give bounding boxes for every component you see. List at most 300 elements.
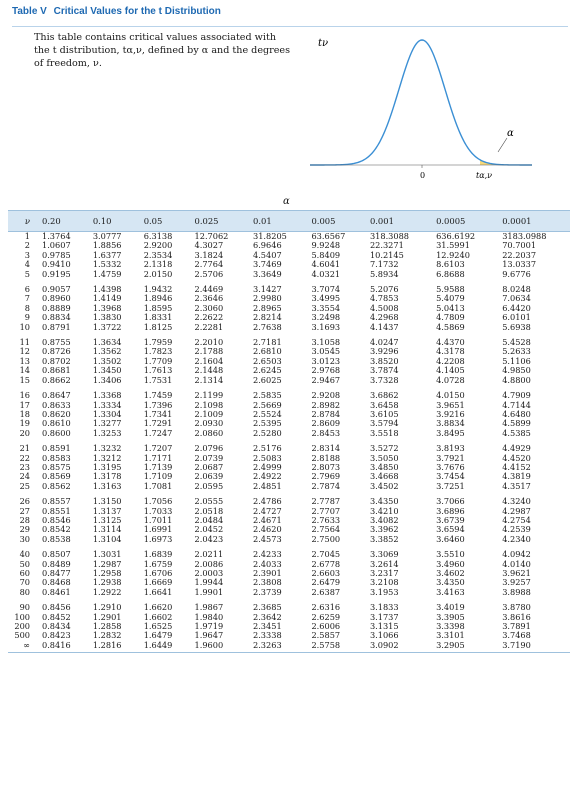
degrees-of-freedom-cell: 25 (19, 480, 30, 491)
critical-value-cell: 3.5510 (436, 549, 465, 560)
table-row (8, 482, 570, 491)
degrees-of-freedom-cell: 9 (24, 312, 30, 323)
critical-value-cell: 4.4929 (502, 443, 531, 454)
critical-value-cell: 0.8702 (42, 355, 71, 366)
critical-value-cell: 2.7764 (194, 259, 224, 270)
critical-value-cell: 4.2968 (369, 312, 399, 323)
critical-value-cell: 1.7291 (143, 418, 173, 429)
critical-value-cell: 1.9840 (194, 611, 224, 622)
critical-value-cell: 2.6479 (311, 577, 341, 588)
critical-value-cell: 12.7062 (194, 231, 229, 241)
critical-value-cell: 6.9646 (253, 240, 282, 251)
degrees-of-freedom-cell: 1 (24, 231, 30, 241)
critical-value-cell: 2.1604 (194, 355, 224, 366)
critical-value-cell: 2.0150 (143, 268, 173, 279)
critical-value-cell: 1.7341 (143, 408, 173, 419)
critical-value-cell: 0.8755 (42, 337, 71, 348)
critical-value-cell: 1.6479 (143, 630, 173, 641)
critical-value-cell: 3.7454 (436, 471, 465, 482)
critical-value-cell: 3.1058 (311, 337, 341, 348)
degrees-of-freedom-cell: 24 (19, 471, 30, 482)
critical-value-cell: 1.3562 (92, 346, 122, 357)
degrees-of-freedom-cell: 10 (19, 321, 30, 332)
critical-value-cell: 1.6525 (143, 621, 173, 632)
critical-value-cell: 3.3101 (436, 630, 465, 641)
critical-value-cell: 1.3764 (42, 231, 71, 241)
critical-value-cell: 0.8477 (42, 568, 71, 578)
degrees-of-freedom-cell: 8 (24, 302, 30, 313)
critical-value-cell: 2.6259 (311, 611, 341, 622)
critical-value-cell: 2.0739 (194, 452, 224, 463)
critical-value-cell: 0.8662 (42, 374, 71, 385)
table-row (8, 323, 570, 332)
critical-value-cell: 2.2010 (194, 337, 224, 348)
critical-value-cell: 2.0860 (194, 427, 224, 438)
critical-value-cell: 2.6778 (311, 558, 341, 569)
critical-value-cell: 2.5706 (194, 268, 224, 279)
critical-value-cell: 4.4520 (502, 452, 531, 463)
degrees-of-freedom-cell: 7 (24, 293, 30, 304)
critical-value-cell: 1.6973 (143, 533, 173, 544)
critical-value-cell: 1.4759 (92, 268, 122, 279)
critical-value-cell: 3.6458 (369, 399, 399, 410)
table-row (8, 376, 570, 385)
critical-value-cell: 2.9208 (311, 390, 341, 401)
critical-value-cell: 3.7066 (436, 496, 465, 507)
critical-value-cell: 4.3517 (502, 480, 531, 491)
degrees-of-freedom-cell: 40 (19, 549, 30, 560)
critical-value-cell: 0.8542 (42, 524, 71, 535)
critical-value-cell: 636.6192 (436, 231, 476, 241)
critical-value-cell: 0.8423 (42, 630, 71, 641)
degrees-of-freedom-cell: 6 (24, 284, 30, 295)
critical-value-cell: 3.0545 (311, 346, 341, 357)
degrees-of-freedom-cell: 100 (14, 611, 30, 622)
critical-value-cell: 2.1318 (143, 259, 173, 270)
critical-value-cell: 3.4995 (311, 293, 341, 304)
critical-value-cell: 2.1199 (194, 390, 224, 401)
critical-value-cell: 4.7909 (502, 390, 531, 401)
critical-value-cell: 3.9257 (502, 577, 531, 588)
t-distribution-figure (300, 32, 540, 182)
critical-value-cell: 0.8889 (42, 302, 71, 313)
degrees-of-freedom-cell: 500 (14, 630, 30, 641)
critical-value-cell: 3.8193 (436, 443, 465, 454)
critical-value-cell: 3.2108 (369, 577, 399, 588)
critical-value-cell: 3.7328 (369, 374, 399, 385)
critical-value-cell: 2.9467 (311, 374, 341, 385)
critical-value-cell: 2.4573 (253, 533, 282, 544)
critical-value-cell: 1.8125 (143, 321, 173, 332)
critical-value-cell: 3.1693 (311, 321, 341, 332)
critical-value-cell: 2.7633 (311, 514, 341, 525)
critical-value-cell: 4.6480 (502, 408, 531, 419)
critical-value-cell: 4.5385 (502, 427, 531, 438)
critical-value-cell: 4.5899 (502, 418, 531, 429)
critical-value-cell: 3.5518 (369, 427, 399, 438)
degrees-of-freedom-cell: 15 (19, 374, 30, 385)
critical-value-cell: 2.4620 (253, 524, 282, 535)
critical-value-cell: 3.8616 (502, 611, 531, 622)
critical-value-cell: 3.4602 (436, 568, 465, 578)
critical-value-cell: 2.8073 (311, 461, 341, 472)
degrees-of-freedom-cell: 13 (19, 355, 30, 366)
critical-value-cell: 5.2633 (502, 346, 531, 357)
critical-value-cell: 2.6025 (253, 374, 282, 385)
critical-value-cell: 2.7638 (253, 321, 282, 332)
degrees-of-freedom-cell: 18 (19, 408, 30, 419)
critical-value-cell: 3.9651 (436, 399, 465, 410)
critical-value-cell: 0.8600 (42, 427, 71, 438)
critical-value-cell: 5.8409 (311, 249, 341, 260)
critical-value-cell: 1.3722 (92, 321, 122, 332)
critical-value-cell: 0.8834 (42, 312, 71, 323)
nu-header: ν (8, 211, 36, 232)
critical-value-cell: 0.9057 (42, 284, 71, 295)
table-label: Table V (12, 6, 47, 17)
critical-value-cell: 1.3830 (92, 312, 122, 323)
critical-value-cell: 1.3502 (92, 355, 122, 366)
critical-value-cell: 1.7207 (143, 443, 173, 454)
critical-value-cell: 2.0003 (194, 568, 224, 578)
critical-value-cell: 2.7564 (311, 524, 341, 535)
critical-value-cell: 1.3368 (92, 390, 122, 401)
critical-value-cell: 6.8688 (436, 268, 465, 279)
critical-value-cell: 4.1405 (436, 365, 465, 376)
critical-value-cell: 2.5524 (253, 408, 282, 419)
degrees-of-freedom-cell: 30 (19, 533, 30, 544)
critical-value-cell: 22.2037 (502, 249, 537, 260)
critical-value-cell: 0.8557 (42, 496, 71, 507)
critical-value-cell: 5.8934 (369, 268, 399, 279)
critical-value-cell: 3.8495 (436, 427, 465, 438)
critical-value-cell: 2.1448 (194, 365, 224, 376)
degrees-of-freedom-cell: 26 (19, 496, 30, 507)
degrees-of-freedom-cell: 4 (24, 259, 30, 270)
critical-value-cell: 4.0150 (436, 390, 465, 401)
critical-value-cell: 1.3232 (92, 443, 122, 454)
critical-value-cell: 8.6103 (436, 259, 465, 270)
critical-value-cell: 4.2208 (436, 355, 465, 366)
critical-values-table (8, 210, 570, 653)
critical-value-cell: 2.3808 (253, 577, 282, 588)
critical-value-cell: 3.5050 (369, 452, 399, 463)
critical-value-cell: 2.8609 (311, 418, 341, 429)
critical-value-cell: 9.6776 (502, 268, 531, 279)
critical-value-cell: 0.9195 (42, 268, 71, 279)
critical-value-cell: 3.3649 (253, 268, 282, 279)
critical-value-cell: 1.3406 (92, 374, 122, 385)
critical-value-cell: 1.3178 (92, 471, 122, 482)
degrees-of-freedom-cell: 23 (19, 461, 30, 472)
critical-value-cell: 6.3138 (143, 231, 173, 241)
critical-value-cell: 2.3338 (253, 630, 282, 641)
critical-value-cell: 2.5176 (253, 443, 282, 454)
critical-value-cell: 2.9980 (253, 293, 282, 304)
critical-value-cell: 3.0123 (311, 355, 341, 366)
critical-value-cell: 1.3137 (92, 505, 122, 516)
critical-value-cell: 1.3277 (92, 418, 122, 429)
critical-value-cell: 5.9588 (436, 284, 465, 295)
critical-value-cell: 1.7459 (143, 390, 173, 401)
critical-value-cell: 3.1824 (194, 249, 224, 260)
critical-value-cell: 1.3163 (92, 480, 122, 491)
critical-value-cell: 1.7823 (143, 346, 173, 357)
critical-value-cell: 1.3114 (92, 524, 122, 535)
critical-value-cell: 1.3125 (92, 514, 122, 525)
alpha-col-header: 0.10 (87, 211, 138, 232)
critical-value-cell: 5.4528 (502, 337, 531, 348)
critical-value-cell: 3.9296 (369, 346, 399, 357)
critical-value-cell: 2.4922 (253, 471, 282, 482)
critical-value-cell: 1.6377 (92, 249, 122, 260)
critical-value-cell: 1.7709 (143, 355, 173, 366)
critical-value-cell: 2.2281 (194, 321, 224, 332)
degrees-of-freedom-cell: 20 (19, 427, 30, 438)
critical-value-cell: 6.0101 (502, 312, 531, 323)
critical-value-cell: 4.0321 (311, 268, 341, 279)
degrees-of-freedom-cell: 16 (19, 390, 30, 401)
critical-value-cell: 5.4079 (436, 293, 465, 304)
critical-value-cell: 3.4350 (436, 577, 465, 588)
critical-value-cell: 70.7001 (502, 240, 537, 251)
critical-value-cell: 2.7045 (311, 549, 341, 560)
critical-value-cell: 1.2938 (92, 577, 122, 588)
critical-value-cell: 2.3642 (253, 611, 282, 622)
critical-value-cell: 2.7787 (311, 496, 341, 507)
critical-value-cell: 2.7500 (311, 533, 341, 544)
critical-value-cell: 3.5794 (369, 418, 399, 429)
critical-value-cell: 1.7959 (143, 337, 173, 348)
critical-value-cell: 3.7251 (436, 480, 465, 491)
critical-value-cell: 2.7707 (311, 505, 341, 516)
critical-value-cell: 1.5332 (92, 259, 122, 270)
critical-value-cell: 4.5869 (436, 321, 465, 332)
critical-value-cell: 3.4502 (369, 480, 399, 491)
critical-value-cell: 1.9901 (194, 586, 224, 597)
table-row (8, 588, 570, 597)
table-description: This table contains critical values associated with the t distribution, tα,ν, defined by α and the degrees of freedom, ν. (34, 32, 291, 69)
critical-value-cell: 9.9248 (311, 240, 341, 251)
critical-value-cell: 3.3962 (369, 524, 399, 535)
critical-value-cell: 3.9621 (502, 568, 531, 578)
density-curve (310, 40, 532, 165)
critical-value-cell: 1.3253 (92, 427, 122, 438)
critical-value-cell: 2.0452 (194, 524, 224, 535)
critical-value-cell: 0.8610 (42, 418, 71, 429)
critical-value-cell: 3.1315 (369, 621, 399, 632)
critical-value-cell: 1.9719 (194, 621, 224, 632)
degrees-of-freedom-cell: 12 (19, 346, 30, 357)
critical-value-cell: 3.6105 (369, 408, 399, 419)
degrees-of-freedom-cell: 11 (19, 337, 30, 348)
critical-value-cell: 1.7011 (143, 514, 173, 525)
table-body (8, 232, 570, 653)
critical-value-cell: 2.6810 (253, 346, 282, 357)
critical-value-cell: 3.6739 (436, 514, 465, 525)
critical-value-cell: 1.6602 (143, 611, 173, 622)
critical-value-cell: 3.8834 (436, 418, 465, 429)
critical-value-cell: 1.2910 (92, 602, 122, 613)
critical-value-cell: 2.4033 (253, 558, 282, 569)
degrees-of-freedom-cell: 19 (19, 418, 30, 429)
critical-value-cell: 0.8461 (42, 586, 71, 597)
critical-value-cell: 2.6245 (253, 365, 282, 376)
figure-y-label: tν (318, 38, 329, 49)
critical-value-cell: 2.5835 (253, 390, 282, 401)
critical-value-cell: 4.3240 (502, 496, 531, 507)
column-header-row (8, 211, 570, 232)
critical-value-cell: 5.2076 (369, 284, 399, 295)
critical-value-cell: 4.7853 (369, 293, 399, 304)
critical-value-cell: 3.9216 (436, 408, 465, 419)
critical-value-cell: 3.0777 (92, 231, 122, 241)
figure-critical-value-label: tα,ν (476, 171, 493, 180)
critical-value-cell: 10.2145 (369, 249, 404, 260)
critical-value-cell: 1.9432 (143, 284, 173, 295)
critical-value-cell: 1.2901 (92, 611, 122, 622)
critical-value-cell: 2.9768 (311, 365, 341, 376)
critical-value-cell: 6.4420 (502, 302, 531, 313)
critical-value-cell: 2.7181 (253, 337, 282, 348)
critical-value-cell: 1.7033 (143, 505, 173, 516)
critical-value-cell: 1.7171 (143, 452, 173, 463)
alpha-col-header: 0.0001 (496, 211, 570, 232)
critical-value-cell: 1.4398 (92, 284, 122, 295)
critical-value-cell: 2.1788 (194, 346, 224, 357)
critical-value-cell: 4.5407 (253, 249, 282, 260)
critical-value-cell: 2.0687 (194, 461, 224, 472)
critical-value-cell: 2.0555 (194, 496, 224, 507)
critical-value-cell: 3.8780 (502, 602, 531, 613)
degrees-of-freedom-cell: 70 (19, 577, 30, 588)
critical-value-cell: 0.8726 (42, 346, 71, 357)
critical-value-cell: 1.3968 (92, 302, 122, 313)
critical-value-cell: 3.7469 (253, 259, 282, 270)
critical-value-cell: 4.4370 (436, 337, 465, 348)
critical-value-cell: 63.6567 (311, 231, 346, 241)
critical-value-cell: 4.2539 (502, 524, 531, 535)
critical-value-cell: 4.8800 (502, 374, 531, 385)
degrees-of-freedom-cell: 50 (19, 558, 30, 569)
critical-value-cell: 3.1833 (369, 602, 399, 613)
critical-value-cell: 3.3554 (311, 302, 341, 313)
critical-value-cell: 1.6706 (143, 568, 173, 578)
critical-value-cell: 1.2958 (92, 568, 122, 578)
critical-value-cell: 2.0518 (194, 505, 224, 516)
critical-value-cell: 5.0413 (436, 302, 465, 313)
critical-value-cell: 318.3088 (369, 231, 410, 241)
critical-value-cell: 2.5669 (253, 399, 282, 410)
critical-value-cell: 4.7144 (502, 399, 531, 410)
table-name: Critical Values for the t Distribution (53, 6, 221, 17)
critical-value-cell: 2.3685 (253, 602, 282, 613)
critical-value-cell: 3.6594 (436, 524, 465, 535)
critical-value-cell: 2.8314 (311, 443, 341, 454)
critical-value-cell: 0.8791 (42, 321, 71, 332)
degrees-of-freedom-cell: 200 (14, 621, 30, 632)
alpha-pointer (498, 138, 507, 152)
critical-value-cell: 4.3819 (502, 471, 531, 482)
figure-zero-label: 0 (420, 171, 426, 180)
critical-value-cell: 1.6839 (143, 549, 173, 560)
critical-value-cell: 3.2905 (430, 641, 496, 653)
critical-value-cell: 1.9647 (194, 630, 224, 641)
critical-value-cell: 0.9410 (42, 259, 71, 270)
critical-value-cell: 3.2317 (369, 568, 399, 578)
critical-value-cell: 31.5991 (436, 240, 470, 251)
critical-value-cell: 3.3905 (436, 611, 465, 622)
critical-value-cell: 0.8456 (42, 602, 71, 613)
critical-value-cell: 1.8595 (143, 302, 173, 313)
critical-value-cell: 3.8520 (369, 355, 399, 366)
critical-value-cell: 0.8507 (42, 549, 71, 560)
critical-value-cell: 2.8453 (311, 427, 341, 438)
alpha-col-header: 0.001 (364, 211, 430, 232)
critical-value-cell: 3.4163 (436, 586, 465, 597)
critical-value-cell: 1.2922 (92, 586, 122, 597)
critical-value-cell: 2.2622 (194, 312, 224, 323)
degrees-of-freedom-cell: 90 (19, 602, 30, 613)
critical-value-cell: 0.8681 (42, 365, 71, 376)
critical-value-cell: 2.5083 (253, 452, 282, 463)
critical-value-cell: 0.8569 (42, 471, 71, 482)
critical-value-cell: 2.3739 (253, 586, 282, 597)
critical-value-cell: 4.7809 (436, 312, 465, 323)
critical-value-cell: 2.0595 (194, 480, 224, 491)
critical-value-cell: 2.1098 (194, 399, 224, 410)
figure-alpha-label: α (507, 128, 514, 139)
critical-value-cell: 3.1066 (369, 630, 399, 641)
critical-value-cell: 2.3534 (143, 249, 173, 260)
table-row (8, 535, 570, 544)
critical-value-cell: 2.4671 (253, 514, 282, 525)
critical-value-cell: 1.6759 (143, 558, 173, 569)
critical-value-cell: 3.6896 (436, 505, 465, 516)
critical-value-cell: 4.1437 (369, 321, 399, 332)
critical-value-cell: 1.2987 (92, 558, 122, 569)
critical-value-cell: 3.4668 (369, 471, 399, 482)
critical-value-cell: 2.0639 (194, 471, 224, 482)
critical-value-cell: 0.9785 (42, 249, 71, 260)
critical-value-cell: 7.1732 (369, 259, 399, 270)
critical-value-cell: 0.8583 (42, 452, 71, 463)
critical-value-cell: 1.7139 (143, 461, 173, 472)
critical-value-cell: 1.7081 (143, 480, 173, 491)
critical-value-cell: 4.5008 (369, 302, 399, 313)
critical-value-cell: 1.6991 (143, 524, 173, 535)
critical-value-cell: 1.7056 (143, 496, 173, 507)
critical-value-cell: 2.9200 (143, 240, 173, 251)
critical-value-cell: 2.6006 (311, 621, 341, 632)
critical-value-cell: 2.3901 (253, 568, 282, 578)
critical-value-cell: 1.2858 (92, 621, 122, 632)
critical-value-cell: 3.2498 (311, 312, 341, 323)
alpha-header: α (283, 196, 290, 207)
alpha-col-header: 0.0005 (430, 211, 496, 232)
critical-value-cell: 3.1953 (369, 586, 399, 597)
critical-value-cell: 2.1314 (194, 374, 224, 385)
critical-value-cell: 1.6669 (143, 577, 173, 588)
critical-value-cell: 2.5395 (253, 418, 282, 429)
critical-value-cell: 2.5758 (305, 641, 363, 653)
critical-value-cell: 3.4960 (436, 558, 465, 569)
critical-value-cell: 0.8633 (42, 399, 71, 410)
critical-value-cell: 3.4350 (369, 496, 399, 507)
critical-value-cell: 4.0140 (502, 558, 531, 569)
degrees-of-freedom-cell: 5 (24, 268, 30, 279)
critical-value-cell: 2.0211 (194, 549, 224, 560)
